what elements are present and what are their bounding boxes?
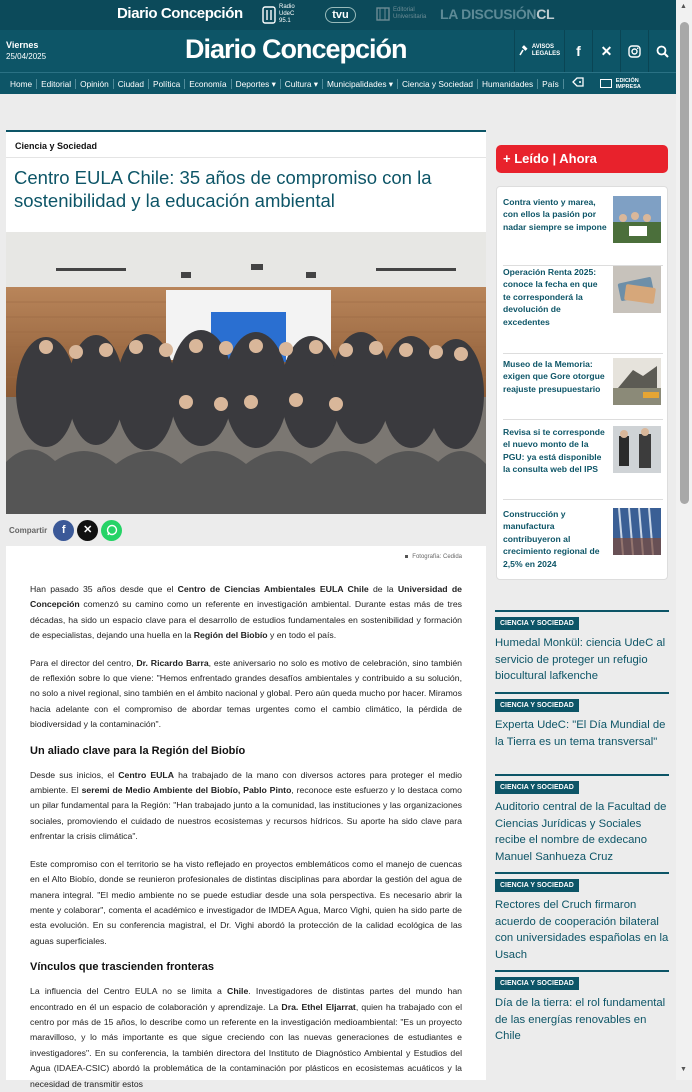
network-link-diario[interactable]: Diario Concepción xyxy=(117,5,243,22)
nav-cultura[interactable]: Cultura ▾ xyxy=(281,79,323,89)
share-label: Compartir xyxy=(9,526,48,535)
sidebar-news-item[interactable] xyxy=(495,692,669,750)
paragraph-4: Este compromiso con el territorio se ha visto reflejado en proyectos emblemáticos como el manejo de cuencas en el Alto Biobío, donde se reunieron profesionales de distintas disciplinas para abordar la gestión del agua de manera integral. "El medio ambiente no se puede estudiar desde una sola perspectiva. Es necesario abrir la mente y colaborar", comenta el académico e investigador de IMDEA Agua, Marco Vighi, quien ha sido parte de esta evolución. En su conferencia magistral, el Dr. Vighi abordó la protección de la calidad ecológica de las aguas superficiales. xyxy=(30,858,462,946)
avisos-line1: AVISOS xyxy=(531,44,555,50)
nav-politica[interactable]: Política xyxy=(149,79,185,89)
article-category[interactable]: Ciencia y Sociedad xyxy=(6,132,486,158)
leido-item-title[interactable]: Revisa si te corresponde el nuevo monto de la PGU: ya está disponible la consulta web del IPS xyxy=(503,427,605,475)
radio-line2: UdeC xyxy=(279,11,295,17)
leido-item[interactable] xyxy=(503,508,663,574)
news-headline[interactable]: Humedal Monkül: ciencia UdeC al servicio de proteger un refugio biocultural lafkenche xyxy=(495,637,666,682)
discusion-cl: CL xyxy=(536,6,555,22)
search-icon xyxy=(656,45,669,58)
credit-marker-icon xyxy=(405,555,408,558)
article-photo xyxy=(6,232,486,514)
share-bar xyxy=(9,520,122,541)
header-date-value: 25/04/2025 xyxy=(6,52,47,61)
x-icon: ✕ xyxy=(83,524,93,536)
scroll-up-icon[interactable]: ▲ xyxy=(680,3,687,10)
sidebar-news-item[interactable] xyxy=(495,970,669,1045)
nav-deportes[interactable]: Deportes ▾ xyxy=(232,79,281,89)
header-day: Viernes xyxy=(6,40,39,50)
nav-ciudad[interactable]: Ciudad xyxy=(114,79,149,89)
site-logo[interactable]: Diario Concepción xyxy=(185,34,407,64)
network-link-radio-udec[interactable] xyxy=(262,4,295,25)
network-link-la-discusion[interactable] xyxy=(440,6,554,22)
network-link-editorial[interactable] xyxy=(376,7,426,21)
news-category-badge[interactable]: CIENCIA Y SOCIEDAD xyxy=(495,699,579,712)
nav-opinion[interactable]: Opinión xyxy=(76,79,114,89)
share-whatsapp-button[interactable] xyxy=(101,520,122,541)
nav-ciencia-y-sociedad[interactable]: Ciencia y Sociedad xyxy=(398,79,478,89)
header-tools xyxy=(514,30,676,72)
news-category-badge[interactable]: CIENCIA Y SOCIEDAD xyxy=(495,617,579,630)
paragraph-3: Desde sus inicios, el Centro EULA ha trabajado de la mano con diversos actores para proteger el medio ambiente. El seremi de Medio Ambiente del Biobío, Pablo Pinto, reconoce este esfuerzo y lo destaca como un pilar fundamental para la Región: "Han trabajado junto a la comunidad, las instituciones y las organizaciones sociales, promoviendo el cuidado de nuestros ecosistemas y recursos hídricos. Su aporte ha sido clave para enfrentar la crisis climática". xyxy=(30,769,462,842)
photo-credit xyxy=(6,546,486,566)
thumbnail-image xyxy=(613,508,661,555)
editorial-logo-icon xyxy=(376,7,390,21)
leido-item-title[interactable]: Contra viento y marea, con ellos la pasión por nadar siempre se impone xyxy=(503,197,607,232)
edicion-line2: IMPRESA xyxy=(615,83,641,90)
news-rule xyxy=(495,610,669,612)
news-rule xyxy=(495,692,669,694)
whatsapp-icon xyxy=(106,524,118,536)
newspaper-icon xyxy=(600,79,612,88)
sidebar-news-item[interactable] xyxy=(495,774,669,865)
network-link-tvu[interactable]: tvu xyxy=(325,7,356,23)
leido-item-thumbnail[interactable] xyxy=(613,266,661,313)
leido-item[interactable] xyxy=(503,426,663,500)
gavel-icon xyxy=(519,46,529,56)
thumbnail-image xyxy=(613,196,661,243)
paragraph-2: Para el director del centro, Dr. Ricardo Barra, este aniversario no solo es motivo de celebración, sino también de reflexión sobre lo que viene: "Hemos enfrentado grandes desafíos ambientales y contribuido a su solución, no solo a nivel regional, sino también en el ámbito nacional y global. Pero aún queda mucho por hacer. Miramos hacia adelante con el compromiso de abordar temas urgentes como el cambio climático, la pérdida de biodiversidad y la contaminación". xyxy=(30,657,462,730)
scrollbar-thumb[interactable] xyxy=(680,22,689,504)
radio-line3: 95.1 xyxy=(279,18,291,24)
share-facebook-button[interactable] xyxy=(53,520,74,541)
news-headline[interactable]: Día de la tierra: el rol fundamental de las energías renovables en Chile xyxy=(495,997,666,1042)
radio-udec-logo-icon xyxy=(262,6,276,24)
news-rule xyxy=(495,970,669,972)
leido-ahora-header: + Leído | Ahora xyxy=(496,145,668,173)
leido-item-title[interactable]: Museo de la Memoria: exigen que Gore otorgue reajuste presupuestario xyxy=(503,359,605,394)
news-category-badge[interactable]: CIENCIA Y SOCIEDAD xyxy=(495,781,579,794)
leido-item[interactable] xyxy=(503,196,663,266)
news-headline[interactable]: Experta UdeC: "El Día Mundial de la Tierra es un tema transversal" xyxy=(495,719,666,748)
thumbnail-image xyxy=(613,266,661,313)
x-icon: ✕ xyxy=(600,42,613,59)
nav-extra-icon[interactable] xyxy=(572,77,584,90)
facebook-icon: f xyxy=(61,524,66,536)
news-rule xyxy=(495,872,669,874)
leido-item-title[interactable]: Construcción y manufactura contribuyeron al crecimiento regional de 2,5% en 2024 xyxy=(503,509,600,569)
network-bar xyxy=(0,0,676,30)
news-category-badge[interactable]: CIENCIA Y SOCIEDAD xyxy=(495,879,579,892)
group-photo-image xyxy=(6,232,486,514)
nav-economia[interactable]: Economía xyxy=(185,79,231,89)
editorial-line1: Editorial xyxy=(393,7,415,13)
avisos-legales-button[interactable] xyxy=(514,30,564,72)
radio-line1: Radio xyxy=(279,4,295,10)
facebook-link[interactable] xyxy=(564,30,592,72)
site-header xyxy=(0,30,676,72)
main-nav xyxy=(0,72,676,94)
share-x-button[interactable] xyxy=(77,520,98,541)
leido-item-thumbnail[interactable] xyxy=(613,426,661,473)
news-rule xyxy=(495,774,669,776)
article-body xyxy=(6,546,486,1089)
nav-humanidades[interactable]: Humanidades xyxy=(478,79,538,89)
sidebar-news-item[interactable] xyxy=(495,610,669,685)
sidebar-news-item[interactable] xyxy=(495,872,669,963)
leido-item-thumbnail[interactable] xyxy=(613,196,661,243)
nav-pais[interactable]: País xyxy=(538,79,564,89)
leido-item[interactable] xyxy=(503,266,663,354)
nav-editorial[interactable]: Editorial xyxy=(37,79,76,89)
facebook-icon: f xyxy=(576,43,581,59)
leido-item-thumbnail[interactable] xyxy=(613,358,661,405)
scroll-down-icon[interactable]: ▼ xyxy=(680,1066,687,1073)
leido-item-title[interactable]: Operación Renta 2025: conoce la fecha en que te corresponderá la devolución de excedentes xyxy=(503,267,598,327)
search-button[interactable] xyxy=(648,30,676,72)
nav-home[interactable]: Home xyxy=(6,79,37,89)
edicion-impresa-link[interactable] xyxy=(600,78,641,90)
nav-municipalidades[interactable]: Municipalidades ▾ xyxy=(323,79,398,89)
thumbnail-image xyxy=(613,358,661,405)
thumbnail-image xyxy=(613,426,661,473)
discusion-text: LA DISCUSIÓN xyxy=(440,6,537,22)
edicion-line1: EDICIÓN xyxy=(615,77,639,84)
leido-item-thumbnail[interactable] xyxy=(613,508,661,555)
tag-icon xyxy=(572,77,584,87)
editorial-line2: Universitaria xyxy=(393,14,427,20)
article-title: Centro EULA Chile: 35 años de compromiso con la sostenibilidad y la educación ambiental xyxy=(14,167,432,211)
header-date xyxy=(6,40,46,61)
subheading-1: Un aliado clave para la Región del Biobío xyxy=(30,744,246,757)
news-headline[interactable]: Auditorio central de la Facultad de Ciencias Jurídicas y Sociales recibe el nombre de exdecano Manuel Sanhueza Cruz xyxy=(495,801,667,863)
paragraph-1: Han pasado 35 años desde que el Centro de Ciencias Ambientales EULA Chile de la Universidad de Concepción comenzó su camino como un referente en investigación ambiental. Durante estas más de tres décadas, ha sido un espacio clave para el desarrollo de estudios fundamentales en sostenibilidad y formación de especialistas, dejando una huella en la Región del Biobío y en todo el país. xyxy=(30,584,463,641)
paragraph-5: La influencia del Centro EULA no se limita a Chile. Investigadores de distintas partes del mundo han encontrado en él un espacio de colaboración y aprendizaje. La Dra. Ethel Eljarrat, quien ha trabajado con el centro por más de 15 años, lo describe como un referente en la investigación medioambiental: "Es un proyecto maravilloso, y lo más importante es que sigue creciendo con las nuevas generaciones de estudiantes e investigadores". En su conferencia, la también directora del Instituto de Diagnóstico Ambiental y Estudios del Agua (IDAEA-CSIC) abordó la problemática de la contaminación por plásticos en ecosistemas acuáticos y la necesidad de transmitir estos xyxy=(30,986,462,1089)
subheading-2: Vínculos que trascienden fronteras xyxy=(30,961,214,974)
leido-item[interactable] xyxy=(503,358,663,420)
instagram-icon xyxy=(628,45,641,58)
x-link[interactable] xyxy=(592,30,620,72)
photo-credit-text: Fotografía: Cedida xyxy=(412,554,462,560)
news-category-badge[interactable]: CIENCIA Y SOCIEDAD xyxy=(495,977,579,990)
leido-ahora-list xyxy=(496,186,668,580)
instagram-link[interactable] xyxy=(620,30,648,72)
news-headline[interactable]: Rectores del Cruch firmaron acuerdo de cooperación bilateral con universidades españolas en la Usach xyxy=(495,899,669,961)
avisos-line2: LEGALES xyxy=(531,51,561,57)
page-scrollbar[interactable] xyxy=(676,0,692,1080)
